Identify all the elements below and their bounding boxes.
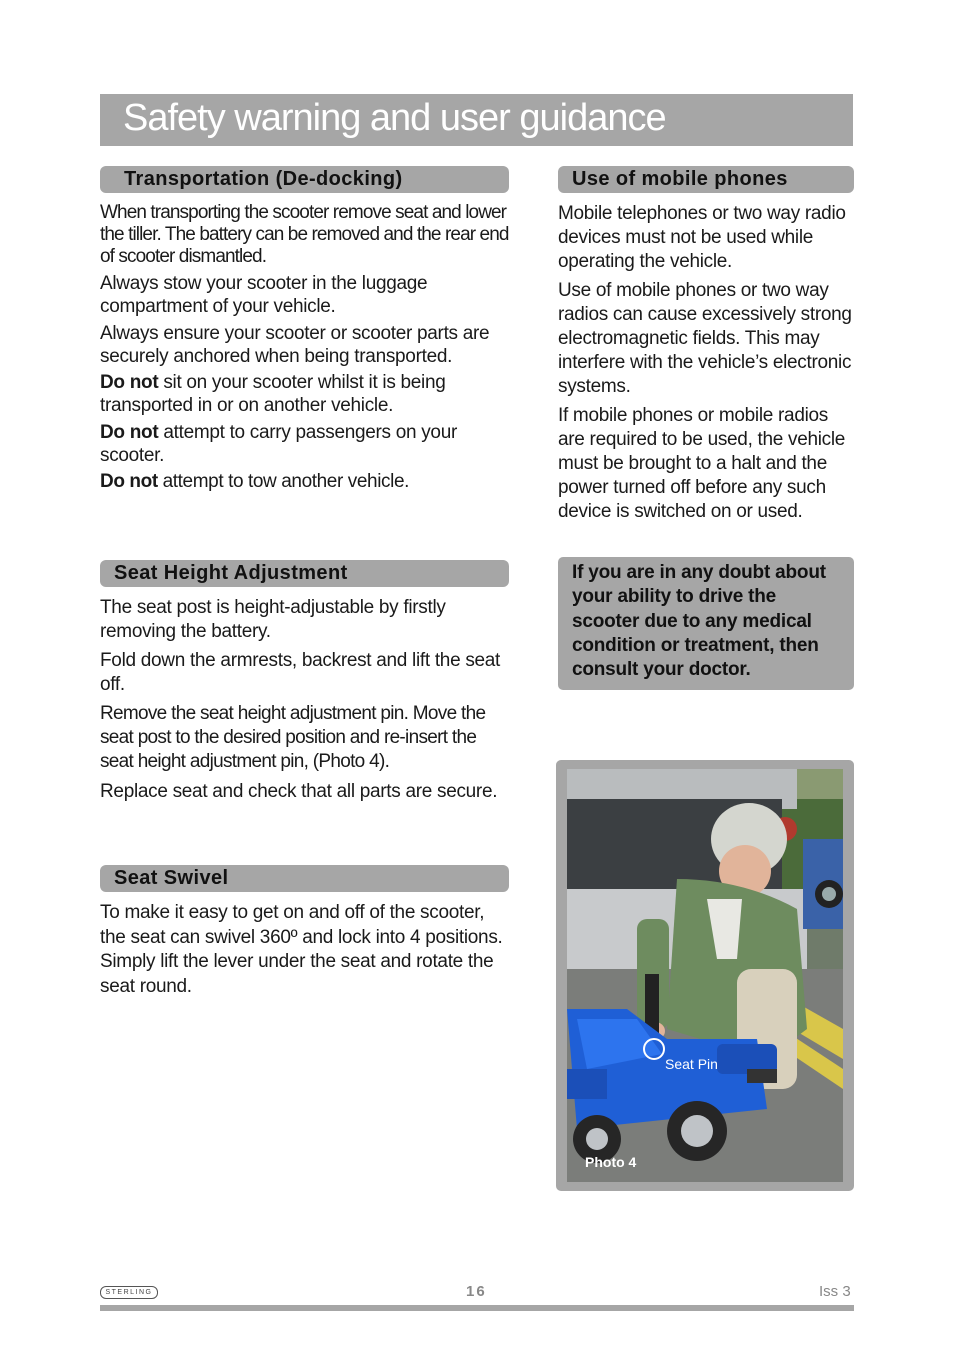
- paragraph: [100, 471, 509, 494]
- section-heading-text: Seat Height Adjustment: [114, 562, 348, 584]
- seat-height-section: [100, 560, 509, 804]
- footer-divider: [100, 1305, 854, 1311]
- paragraph: When transporting the scooter remove seat and lower the tiller. The battery can be removed and the rear end of scooter dismantled.: [100, 202, 509, 267]
- photo-caption: Photo 4: [585, 1154, 637, 1170]
- paragraph: [100, 422, 509, 467]
- section-heading-seat-height: [100, 560, 509, 587]
- brand-logo: STERLING: [100, 1286, 158, 1299]
- section-heading-text: Seat Swivel: [114, 867, 229, 889]
- section-heading-seat-swivel: [100, 865, 509, 892]
- paragraph-text: sit on your scooter whilst it is being transported in or on another vehicle.: [100, 372, 446, 416]
- photo-4-image: [567, 769, 843, 1182]
- section-heading-text: Transportation (De-docking): [124, 168, 403, 190]
- paragraph: To make it easy to get on and off of the scooter, the seat can swivel 360º and lock into 4 positions. Simply lift the lever under the seat and rotate the seat round.: [100, 902, 503, 997]
- paragraph: Mobile telephones or two way radio devices must not be used while operating the vehicle.: [558, 203, 846, 272]
- transportation-section: [100, 166, 509, 494]
- paragraph: Always stow your scooter in the luggage compartment of your vehicle.: [100, 273, 428, 317]
- paragraph-text: attempt to carry passengers on your scooter.: [100, 422, 457, 466]
- doctor-warning-text: If you are in any doubt about your ability to drive the scooter due to any medical condition or treatment, then consult your doctor.: [572, 562, 826, 681]
- section-heading-transportation: [100, 166, 509, 193]
- page-title-bar: [100, 94, 853, 146]
- page-number: 16: [466, 1283, 487, 1300]
- seat-pin-annotation: Seat Pin: [665, 1056, 718, 1072]
- paragraph-text: attempt to tow another vehicle.: [157, 471, 409, 492]
- issue-number: Iss 3: [819, 1283, 851, 1300]
- doctor-warning-box: [558, 557, 854, 690]
- paragraph: Always ensure your scooter or scooter parts are securely anchored when being transported.: [100, 323, 490, 367]
- paragraph: Fold down the armrests, backrest and lift the seat off.: [100, 650, 501, 695]
- scooter-photo-illustration: [567, 769, 843, 1182]
- section-heading-text: Use of mobile phones: [572, 168, 788, 190]
- do-not-label: Do not: [100, 372, 159, 393]
- paragraph: If mobile phones or mobile radios are required to be used, the vehicle must be brought to a halt and the power turned off before any such device is switched on or used.: [558, 405, 846, 522]
- seat-swivel-section: [100, 865, 509, 999]
- paragraph: [100, 372, 509, 417]
- paragraph: The seat post is height-adjustable by firstly removing the battery.: [100, 597, 446, 642]
- section-heading-mobile-phones: [558, 166, 854, 193]
- paragraph: Remove the seat height adjustment pin. Move the seat post to the desired position and re-insert the seat height adjustment pin, (Photo 4).: [100, 703, 486, 772]
- do-not-label: Do not: [100, 471, 158, 492]
- page-title: Safety warning and user guidance: [123, 97, 666, 139]
- do-not-label: Do not: [100, 422, 159, 443]
- paragraph: Replace seat and check that all parts are secure.: [100, 781, 498, 802]
- paragraph: Use of mobile phones or two way radios can cause excessively strong electromagnetic fields. This may interfere with the vehicle’s electronic systems.: [558, 280, 852, 397]
- mobile-phones-section: [558, 166, 854, 524]
